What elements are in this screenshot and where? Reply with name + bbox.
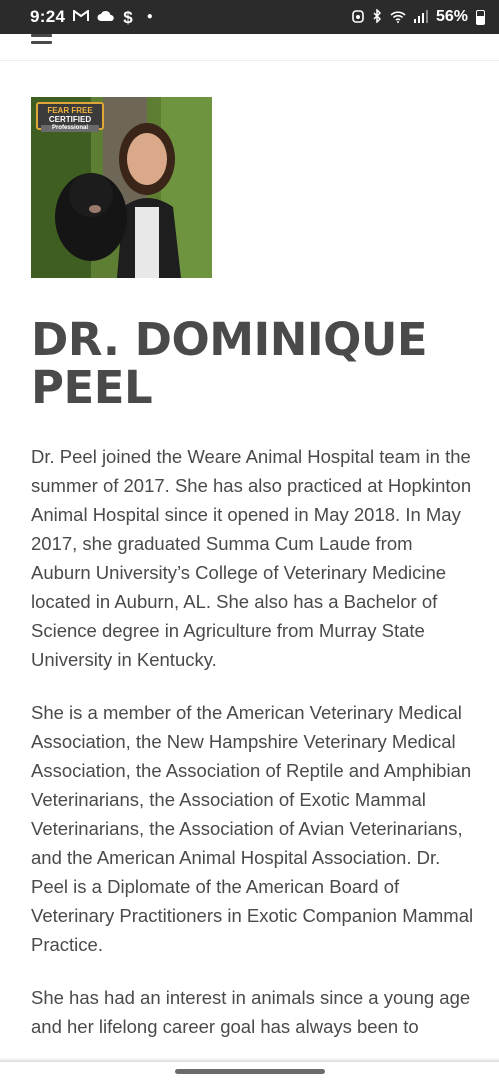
status-time: 9:24	[30, 7, 66, 26]
badge-line-1: FEAR FREE	[47, 106, 93, 115]
fear-free-badge	[36, 102, 104, 130]
wifi-icon	[390, 10, 406, 25]
gmail-icon	[73, 10, 89, 24]
site-header	[0, 34, 499, 61]
dollar-icon: $	[123, 7, 133, 27]
cloud-icon	[97, 10, 115, 24]
profile-photo	[31, 97, 212, 278]
bio-paragraph-3: She has had an interest in animals since a young age and her lifelong career goal has always been to	[31, 987, 471, 1037]
badge-line-2: CERTIFIED	[48, 115, 92, 124]
bluetooth-icon	[372, 9, 382, 25]
bio-paragraph-1: Dr. Peel joined the Weare Animal Hospital team in the summer of 2017. She has also practiced at Hopkinton Animal Hospital since it opened in May 2018. In May 2017, she graduated Summa Cum Laude from Auburn University’s College of Veterinary Medicine located in Auburn, AL. She also has a Bachelor of Science degree in Agriculture from Murray State University in Kentucky.	[31, 446, 472, 670]
status-right	[352, 8, 485, 26]
bio-content	[31, 442, 476, 1065]
dot-icon: ●	[146, 11, 153, 22]
hamburger-menu-icon[interactable]	[31, 34, 52, 46]
battery-percentage: 56%	[435, 8, 468, 25]
system-navigation-bar	[0, 1062, 499, 1080]
battery-icon	[476, 10, 485, 25]
status-left	[30, 7, 153, 27]
home-gesture-pill[interactable]	[175, 1069, 325, 1074]
status-bar	[0, 0, 499, 34]
page-title: DR. DOMINIQUE PEEL	[31, 313, 428, 414]
signal-icon	[414, 10, 428, 25]
badge-line-3: Professional	[41, 125, 99, 132]
bio-paragraph-2: She is a member of the American Veterinary Medical Association, the New Hampshire Veterinary Medical Association, the Association of Reptile and Amphibian Veterinarians, the Association of Exotic Mammal Veterinarians, the Association of Avian Veterinarians, and the American Animal Hospital Association. Dr. Peel is a Diplomate of the American Board of Veterinary Practitioners in Exotic Companion Mammal Practice.	[31, 702, 474, 955]
alarm-icon	[352, 9, 364, 25]
